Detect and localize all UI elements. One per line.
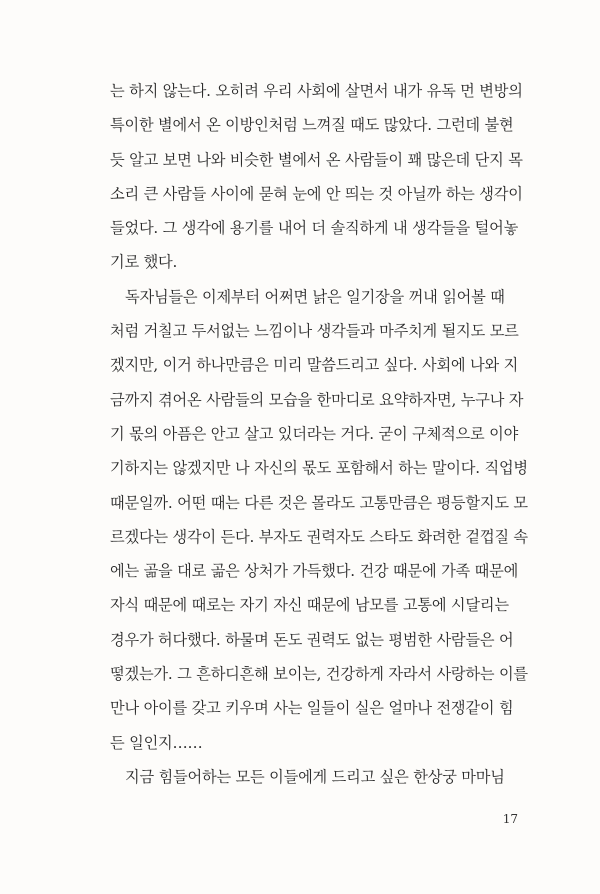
text-line: 떻겠는가. 그 흔하디흔해 보이는, 건강하게 자라서 사랑하는 이를 — [110, 665, 528, 684]
text-line: 는 하지 않는다. 오히려 우리 사회에 살면서 내가 유독 먼 변방의 — [110, 82, 523, 100]
text-line: 에는 곪을 대로 곪은 상처가 가득했다. 건강 때문에 가족 때문에 — [110, 562, 519, 581]
text-line: 금까지 겪어온 사람들의 모습을 한마디로 요약하자면, 누구나 자 — [110, 390, 524, 409]
body-text — [110, 74, 528, 794]
text-line: 르겠다는 생각이 든다. 부자도 권력자도 스타도 화려한 겉껍질 속 — [110, 527, 528, 546]
text-line: 때문일까. 어떤 때는 다른 것은 몰라도 고통만큼은 평등할지도 모 — [110, 493, 528, 512]
paragraph-first-line: 독자님들은 이제부터 어쩌면 낡은 일기장을 꺼내 읽어볼 때 — [125, 287, 505, 306]
text-line: 듯 알고 보면 나와 비슷한 별에서 온 사람들이 꽤 많은데 단지 목 — [110, 150, 523, 169]
text-line: 들었다. 그 생각에 용기를 내어 더 솔직하게 내 생각들을 털어놓 — [110, 219, 519, 238]
text-line: 만나 아이를 갖고 키우며 사는 일들이 실은 얼마나 전쟁같이 힘 — [110, 699, 514, 718]
text-line: 경우가 허다했다. 하물며 돈도 권력도 없는 평범한 사람들은 어 — [110, 630, 514, 649]
paragraph-first-line: 지금 힘들어하는 모든 이들에게 드리고 싶은 한상궁 마마님 — [125, 767, 505, 786]
text-line: 특이한 별에서 온 이방인처럼 느껴질 때도 많았다. 그런데 불현 — [110, 116, 514, 135]
text-line: 자식 때문에 때로는 자기 자신 때문에 남모를 고통에 시달리는 — [110, 596, 509, 615]
page-number: 17 — [502, 812, 518, 826]
text-line: 기로 했다. — [110, 253, 178, 272]
text-line: 겠지만, 이거 하나만큼은 미리 말씀드리고 싶다. 사회에 나와 지 — [110, 356, 519, 375]
text-line: 처럼 거칠고 두서없는 느낌이나 생각들과 마주치게 될지도 모르 — [110, 322, 519, 341]
text-line: 기 몫의 아픔은 안고 살고 있더라는 거다. 굳이 구체적으로 이야 — [110, 424, 519, 443]
text-line: 든 일인지…… — [110, 733, 203, 752]
text-line: 기하지는 않겠지만 나 자신의 몫도 포함해서 하는 말이다. 직업병 — [110, 459, 528, 478]
text-line: 소리 큰 사람들 사이에 묻혀 눈에 안 띄는 것 아닐까 하는 생각이 — [110, 184, 523, 203]
